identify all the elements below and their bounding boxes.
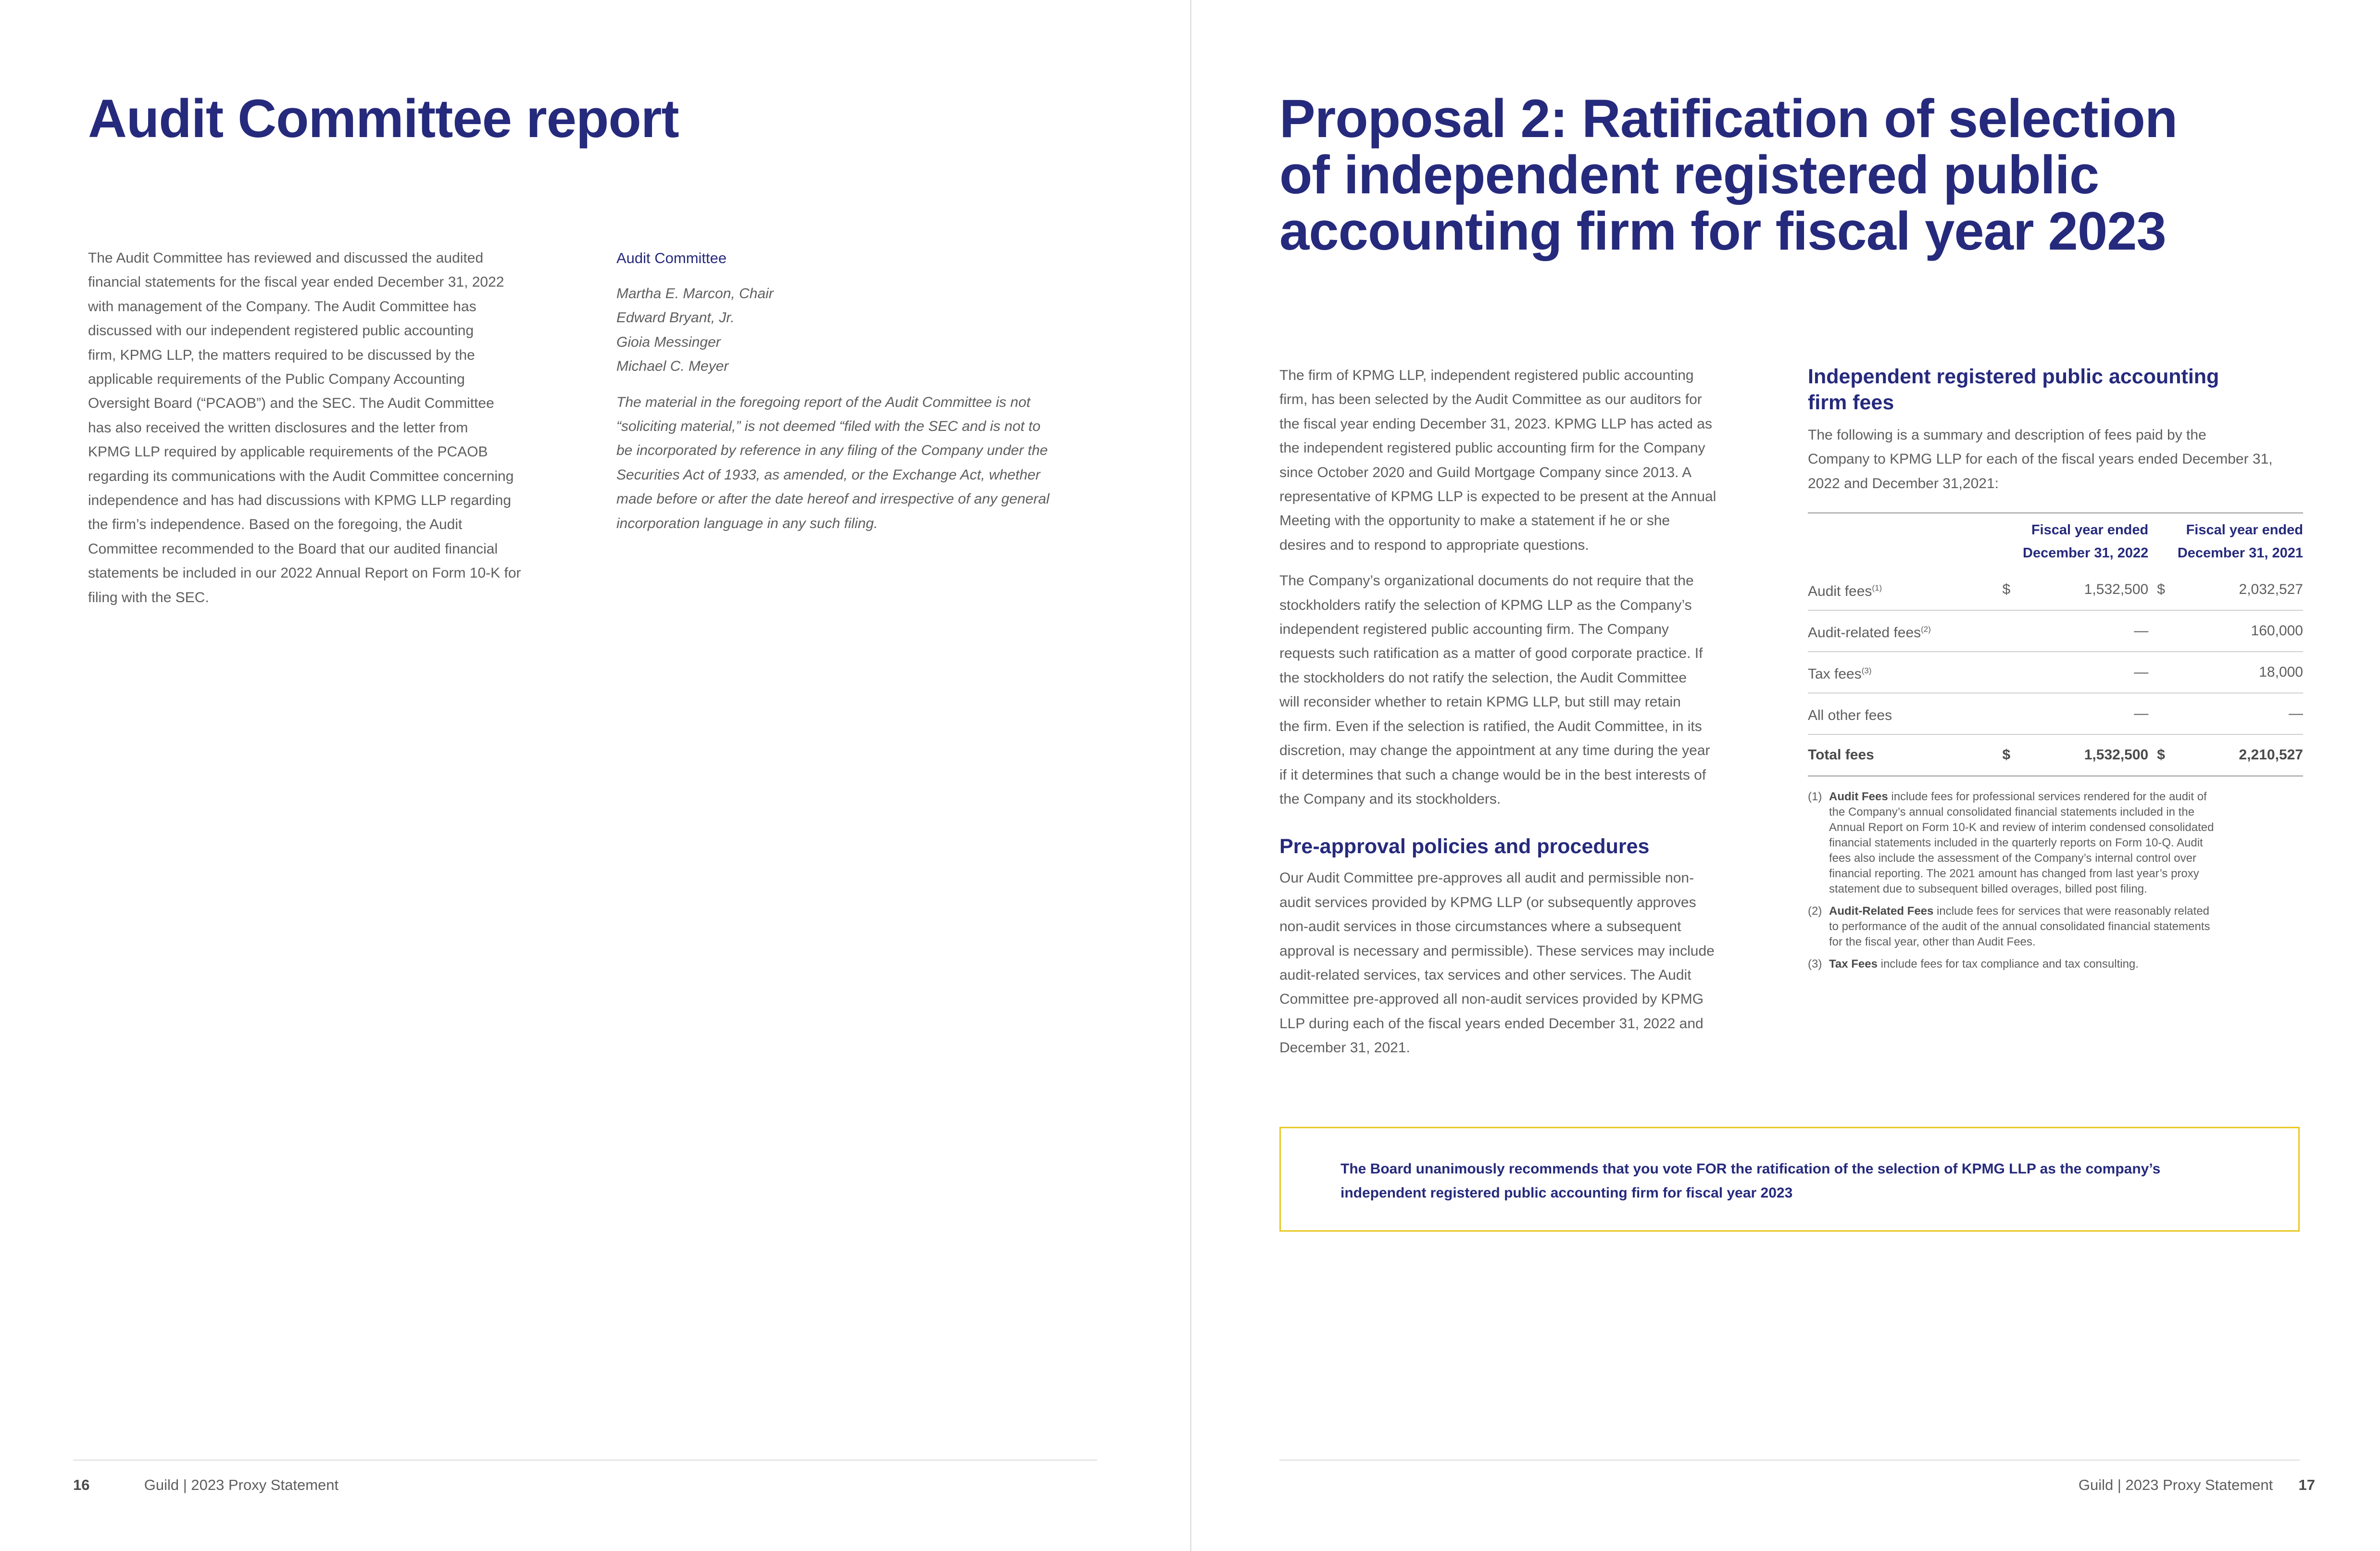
value-2021: 2,032,527 bbox=[2178, 569, 2303, 610]
text-line: requests such ratification as a matter of good corporate practice. If bbox=[1279, 645, 1703, 662]
fees-footnotes bbox=[1808, 789, 2303, 972]
text-line: stockholders ratify the selection of KPMG LLP as the Company’s bbox=[1279, 597, 1692, 613]
currency-2021 bbox=[2148, 693, 2178, 734]
value-2021: 2,210,527 bbox=[2178, 734, 2303, 776]
text-line: Proposal 2: Ratification of selection bbox=[1279, 88, 2178, 149]
text-line: firm, KPMG LLP, the matters required to be discussed by the bbox=[88, 347, 475, 363]
currency-2021 bbox=[2148, 610, 2178, 652]
fees-table-header bbox=[1808, 513, 2303, 570]
column-header-2021: Fiscal year ended December 31, 2021 bbox=[2177, 522, 2303, 561]
footnote-marker: (3) bbox=[1861, 666, 1872, 675]
currency-2022: $ bbox=[1994, 569, 2023, 610]
text-line: financial statements for the fiscal year ended December 31, 2022 bbox=[88, 274, 504, 290]
text-line: incorporation language in any such filing. bbox=[616, 515, 878, 531]
text-line: with management of the Company. The Audit Committee has bbox=[88, 298, 476, 315]
text-line: firm fees bbox=[1808, 391, 1894, 414]
table-row bbox=[1808, 652, 2303, 693]
proposal-title bbox=[1279, 90, 2337, 259]
currency-2022 bbox=[1994, 693, 2023, 734]
currency-2022: $ bbox=[1994, 734, 2023, 776]
value-2022: — bbox=[2023, 610, 2148, 652]
text-line: Annual Report on Form 10-K and review of interim condensed consolidated bbox=[1829, 821, 2214, 834]
footer-text: Guild | 2023 Proxy Statement bbox=[144, 1476, 339, 1493]
row-label bbox=[1808, 693, 1994, 734]
footnote-marker: (1) bbox=[1872, 583, 1882, 593]
row-label-text: Audit fees bbox=[1808, 583, 1872, 599]
text-line: The Board unanimously recommends that you vote FOR the ratification of the selection of KPMG LLP as the company’s bbox=[1340, 1161, 2161, 1177]
text-line: Martha E. Marcon, Chair bbox=[616, 286, 774, 302]
value-2021: 160,000 bbox=[2178, 610, 2303, 652]
column-header-2022: Fiscal year ended December 31, 2022 bbox=[2023, 522, 2149, 561]
text-line: accounting firm for fiscal year 2023 bbox=[1279, 201, 2166, 261]
committee-members bbox=[616, 282, 1145, 379]
row-label-text: All other fees bbox=[1808, 707, 1892, 723]
value-2022: — bbox=[2023, 693, 2148, 734]
footnote-line: include fees for professional services rendered for the audit of bbox=[1891, 790, 2207, 804]
footnote-marker: (2) bbox=[1921, 624, 1931, 634]
right-page bbox=[1191, 0, 2380, 1551]
committee-title: Audit Committee bbox=[616, 250, 727, 266]
disclaimer-paragraph bbox=[616, 391, 1145, 536]
preapproval-paragraph bbox=[1279, 866, 1770, 1060]
ratification-paragraph bbox=[1279, 569, 1770, 811]
text-line: since October 2020 and Guild Mortgage Company since 2013. A bbox=[1279, 464, 1692, 480]
value-2022: 1,532,500 bbox=[2023, 734, 2148, 776]
text-line: financial statements included in the quarterly reports on Form 10-Q. Audit bbox=[1829, 836, 2203, 850]
text-line: 2022 and December 31,2021: bbox=[1808, 475, 1999, 492]
footnote-term: Audit-Related Fees bbox=[1829, 905, 1934, 918]
text-line bbox=[1829, 904, 2210, 919]
text-line: Our Audit Committee pre-approves all audit and permissible non- bbox=[1279, 870, 1694, 886]
text-line: has also received the written disclosures and the letter from bbox=[88, 419, 468, 436]
text-line: fees also include the assessment of the Company’s internal control over bbox=[1829, 852, 2196, 865]
text-line: made before or after the date hereof and irrespective of any general bbox=[616, 491, 1050, 507]
text-line: The Audit Committee has reviewed and discussed the audited bbox=[88, 250, 484, 266]
text-line: independent registered public accounting firm. The Company bbox=[1279, 621, 1669, 638]
footer-rule bbox=[1279, 1460, 2300, 1461]
text-line: The firm of KPMG LLP, independent registered public accounting bbox=[1279, 367, 1694, 383]
value-2021: — bbox=[2178, 693, 2303, 734]
text-line: statements be included in our 2022 Annual Report on Form 10-K for bbox=[88, 565, 521, 581]
proposal-body bbox=[1279, 364, 1770, 1072]
footnote-text bbox=[1829, 789, 2214, 897]
audit-report-paragraph bbox=[88, 246, 588, 610]
audit-committee-signature bbox=[616, 246, 1145, 547]
text-line: the stockholders do not ratify the selection, the Audit Committee bbox=[1279, 669, 1687, 686]
text-line bbox=[1829, 957, 2139, 972]
text-line: KPMG LLP required by applicable requirements of the PCAOB bbox=[88, 444, 488, 460]
currency-2022 bbox=[1994, 610, 2023, 652]
text-line: Gioia Messinger bbox=[616, 334, 721, 350]
text-line: non-audit services in those circumstances where a subsequent bbox=[1279, 919, 1681, 935]
row-label bbox=[1808, 734, 1994, 776]
footnote-text bbox=[1829, 904, 2210, 950]
text-line: audit services provided by KPMG LLP (or subsequently approves bbox=[1279, 894, 1696, 910]
currency-2022 bbox=[1994, 652, 2023, 693]
table-row bbox=[1808, 610, 2303, 652]
currency-2021 bbox=[2148, 652, 2178, 693]
footer-rule bbox=[73, 1460, 1097, 1461]
text-line: independent registered public accounting firm for fiscal year 2023 bbox=[1340, 1185, 1793, 1201]
footnote-line: include fees for tax compliance and tax consulting. bbox=[1880, 958, 2139, 971]
footnote bbox=[1808, 904, 2303, 950]
value-2022: — bbox=[2023, 652, 2148, 693]
text-line: the fiscal year ending December 31, 2023. KPMG LLP has acted as bbox=[1279, 416, 1712, 432]
footnote bbox=[1808, 957, 2303, 972]
text-line: independence and has had discussions with KPMG LLP regarding bbox=[88, 492, 512, 509]
text-line: desires and to respond to appropriate questions. bbox=[1279, 537, 1589, 553]
footer-text: Guild | 2023 Proxy Statement bbox=[2078, 1476, 2273, 1493]
footer bbox=[2079, 1475, 2315, 1495]
total-row bbox=[1808, 734, 2303, 776]
table-row bbox=[1808, 569, 2303, 610]
audit-report-body bbox=[88, 246, 588, 621]
row-label-text: Total fees bbox=[1808, 747, 1874, 763]
text-line: Michael C. Meyer bbox=[616, 358, 729, 375]
page-number: 17 bbox=[2298, 1476, 2315, 1493]
footnote-number: (1) bbox=[1808, 790, 1822, 804]
fees-heading bbox=[1808, 364, 2303, 416]
text-line: if it determines that such a change would be in the best interests of bbox=[1279, 767, 1706, 783]
text-line: approval is necessary and permissible). These services may include bbox=[1279, 943, 1715, 959]
text-line: be incorporated by reference in any filing of the Company under the bbox=[616, 442, 1048, 459]
text-line: filing with the SEC. bbox=[88, 589, 209, 605]
text-line: for the fiscal year, other than Audit Fees. bbox=[1829, 935, 2036, 949]
footnote-text bbox=[1829, 957, 2139, 972]
value-2021: 18,000 bbox=[2178, 652, 2303, 693]
text-line: regarding its communications with the Audit Committee concerning bbox=[88, 468, 514, 484]
preapproval-heading: Pre-approval policies and procedures bbox=[1279, 835, 1650, 858]
text-line: Independent registered public accounting bbox=[1808, 365, 2219, 388]
text-line bbox=[1829, 789, 2214, 805]
text-line: audit-related services, tax services and other services. The Audit bbox=[1279, 967, 1691, 983]
row-label bbox=[1808, 569, 1994, 610]
text-line: Committee pre-approved all non-audit services provided by KPMG bbox=[1279, 991, 1704, 1008]
text-line: discussed with our independent registered public accounting bbox=[88, 323, 474, 339]
value-2022: 1,532,500 bbox=[2023, 569, 2148, 610]
page-number: 16 bbox=[73, 1476, 90, 1493]
text-line: representative of KPMG LLP is expected to be present at the Annual bbox=[1279, 489, 1716, 505]
footer bbox=[73, 1475, 338, 1495]
text-line: Oversight Board (“PCAOB”) and the SEC. The Audit Committee bbox=[88, 395, 494, 412]
row-label-text: Audit-related fees bbox=[1808, 624, 1921, 641]
currency-2021: $ bbox=[2148, 734, 2178, 776]
text-line: of independent registered public bbox=[1279, 145, 2099, 205]
board-recommendation-callout bbox=[1279, 1127, 2300, 1232]
footnote-term: Audit Fees bbox=[1829, 790, 1888, 804]
text-line: discretion, may change the appointment at any time during the year bbox=[1279, 743, 1710, 759]
text-line: to performance of the audit of the annual consolidated financial statements bbox=[1829, 920, 2210, 933]
text-line: The material in the foregoing report of the Audit Committee is not bbox=[616, 394, 1030, 410]
text-line: Company to KPMG LLP for each of the fiscal years ended December 31, bbox=[1808, 451, 2273, 467]
text-line: Meeting with the opportunity to make a statement if he or she bbox=[1279, 513, 1670, 529]
fees-intro bbox=[1808, 423, 2303, 496]
text-line: Edward Bryant, Jr. bbox=[616, 310, 735, 326]
text-line: “soliciting material,” is not deemed “filed with the SEC and is not to bbox=[616, 418, 1041, 435]
text-line: LLP during each of the fiscal years ended December 31, 2022 and bbox=[1279, 1015, 1704, 1032]
page-title: Audit Committee report bbox=[88, 88, 679, 149]
footnote-term: Tax Fees bbox=[1829, 958, 1878, 971]
footnote-number: (3) bbox=[1808, 958, 1822, 971]
text-line: the Company and its stockholders. bbox=[1279, 791, 1501, 807]
text-line: applicable requirements of the Public Company Accounting bbox=[88, 371, 465, 388]
fees-section bbox=[1808, 364, 2303, 979]
footnote bbox=[1808, 789, 2303, 897]
row-label-text: Tax fees bbox=[1808, 666, 1862, 682]
kpmg-paragraph bbox=[1279, 364, 1770, 557]
text-line: The Company’s organizational documents do not require that the bbox=[1279, 573, 1694, 589]
currency-2021: $ bbox=[2148, 569, 2178, 610]
text-line: the firm’s independence. Based on the foregoing, the Audit bbox=[88, 517, 463, 533]
footnote-number: (2) bbox=[1808, 905, 1822, 918]
text-line: the firm. Even if the selection is ratified, the Audit Committee, in its bbox=[1279, 718, 1702, 734]
footnote-line: include fees for services that were reasonably related bbox=[1937, 905, 2210, 918]
text-line: Securities Act of 1933, as amended, or the Exchange Act, whether bbox=[616, 467, 1040, 483]
text-line: the Company’s annual consolidated financial statements included in the bbox=[1829, 806, 2195, 819]
row-label bbox=[1808, 652, 1994, 693]
text-line: financial reporting. The 2021 amount has changed from last year’s proxy bbox=[1829, 867, 2199, 881]
text-line: statement due to subsequent billed overages, billed post filing. bbox=[1829, 883, 2147, 896]
text-line: will reconsider whether to retain KPMG LLP, but still may retain bbox=[1279, 694, 1681, 710]
text-line: the independent registered public accounting firm for the Company bbox=[1279, 440, 1705, 456]
text-line: firm, has been selected by the Audit Committee as our auditors for bbox=[1279, 391, 1702, 408]
row-label bbox=[1808, 610, 1994, 652]
text-line: The following is a summary and description of fees paid by the bbox=[1808, 427, 2206, 443]
fees-table bbox=[1808, 512, 2303, 777]
text-line: Committee recommended to the Board that our audited financial bbox=[88, 541, 498, 557]
text-line: December 31, 2021. bbox=[1279, 1040, 1410, 1056]
recommendation-text bbox=[1340, 1157, 2239, 1205]
table-row bbox=[1808, 693, 2303, 734]
